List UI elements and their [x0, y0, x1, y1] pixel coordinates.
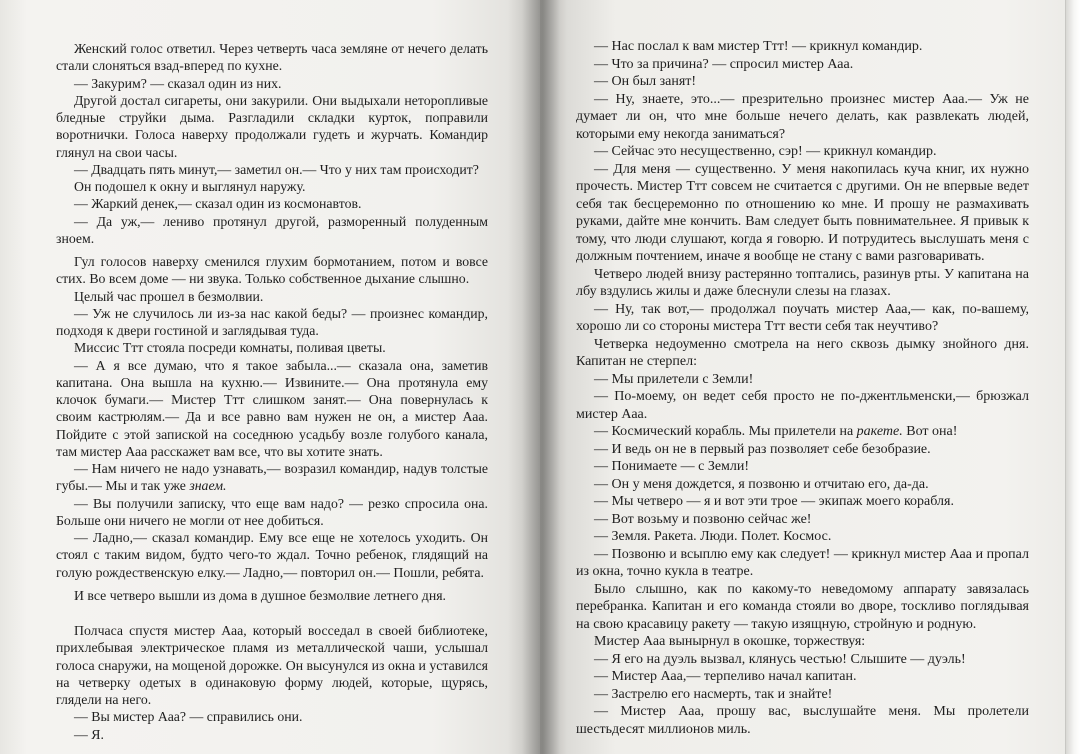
- paragraph: Было слышно, как по какому-то неведомому аппарату завязалась перебранка. Капитан и его команда стояли во дворе, тоскливо поглядывая на свою красавицу ракету — такую изящную, стройную и родную.: [576, 581, 1029, 632]
- right-page-text: [576, 38, 1029, 738]
- right-page: [540, 0, 1080, 754]
- paragraph: Гул голосов наверху сменился глухим бормотанием, потом и вовсе стих. Во всем доме — ни звука. Только собственное дыхание слышно.: [56, 254, 488, 287]
- paragraph: — Я.: [74, 726, 104, 742]
- paragraph: — Ну, знаете, это...— презрительно произнес мистер Ааа.— Уж не думает ли он, что мне больше нечего делать, как развлекать людей, которыми ему некогда заниматься?: [576, 91, 1029, 142]
- paragraph: — Мы четверо — я и вот эти трое — экипаж моего корабля.: [594, 494, 954, 509]
- paragraph-text: — Нам ничего не надо узнавать,— возразил командир, надув толстые губы.— Мы и так уже: [56, 461, 488, 494]
- paragraph: — Что за причина? — спросил мистер Ааа.: [594, 56, 854, 72]
- paragraph: Он подошел к окну и выглянул наружу.: [74, 179, 306, 194]
- paragraph: — Мы прилетели с Земли!: [594, 371, 754, 387]
- paragraph: — Сейчас это несущественно, сэр! — крикнул командир.: [594, 144, 937, 159]
- page-edge: [1065, 0, 1080, 754]
- paragraph: — Жаркий денек,— сказал один из космонавтов.: [74, 196, 362, 212]
- paragraph: — Он у меня дождется, я позвоню и отчитаю его, да-да.: [594, 476, 929, 492]
- paragraph: — А я все думаю, что я такое забыла...— сказала она, заметив капитана. Она вышла на кухню.— Извините.— Она протянула ему клочок бумаги.— Мистер Ттт слишком занят.— Она повернулась к своим кастрюлям.— Да и все равно вам нужен не он, а мистер Ааа. Пойдите с этой запиской на соседнюю усадьбу возле голубого канала, там мистер Ааа расскажет вам все, что вы хотите знать.: [56, 357, 488, 459]
- paragraph: — Вот возьму и позвоню сейчас же!: [594, 511, 812, 527]
- paragraph: — Земля. Ракета. Люди. Полет. Космос.: [594, 529, 832, 544]
- paragraph: Четверка недоуменно смотрела на него сквозь дымку знойного дня. Капитан не стерпел:: [576, 336, 1029, 369]
- paragraph: — Мистер Ааа, прошу вас, выслушайте меня. Мы пролетели шестьдесят миллионов миль.: [576, 704, 1029, 737]
- paragraph: Женский голос ответил. Через четверть часа земляне от нечего делать стали слоняться взад-вперед по кухне.: [56, 41, 488, 74]
- paragraph: — Ну, так вот,— продолжал поучать мистер Ааа,— как, по-вашему, хорошо ли со стороны мистера Ттт вести себя так неучтиво?: [576, 301, 1029, 334]
- paragraph: — Застрелю его насмерть, так и знайте!: [594, 686, 833, 702]
- paragraph: — Нас послал к вам мистер Ттт! — крикнул командир.: [594, 39, 923, 54]
- paragraph: Четверо людей внизу растерянно топтались, разинув рты. У капитана на лбу вздулись жилы и даже блеснули слезы на глазах.: [576, 266, 1029, 299]
- paragraph: — Понимаете — с Земли!: [594, 459, 750, 474]
- paragraph-text: Вот она!: [906, 424, 958, 439]
- paragraph: — Уж не случилось ли из-за нас какой беды? — произнес командир, подходя к двери гостиной и заглядывая туда.: [56, 305, 488, 338]
- paragraph-text: — Космический корабль. Мы прилетели на: [594, 424, 854, 439]
- paragraph: — Да уж,— лениво протянул другой, разморенный полуденным зноем.: [56, 213, 488, 246]
- paragraph: И все четверо вышли из дома в душное безмолвие летнего дня.: [74, 587, 447, 603]
- paragraph: [56, 460, 488, 495]
- paragraph: Целый час прошел в безмолвии.: [74, 288, 264, 304]
- paragraph: Полчаса спустя мистер Ааа, который восседал в своей библиотеке, прихлебывая электрическое пламя из металлической чаши, услышал голоса снаружи, на мощеной дорожке. Он высунулся из окна и уставился на четверку одетых в одинаковую форму людей, которые, щурясь, глядели на него.: [56, 623, 488, 707]
- left-page-text: [56, 40, 488, 743]
- paragraph: — Для меня — существенно. У меня накопилась куча книг, их нужно прочесть. Мистер Ттт совсем не считается с другими. Он не впервые ведет себя так бесцеремонно по отношению ко мне. И прошу не размахивать руками, дайте мне кончить. Вам следует быть повнимательнее. Я привык к тому, что люди слушают, когда я говорю. И потрудитесь выслушать меня с должным почтением, иначе я вообще не стану с вами разговаривать.: [576, 161, 1029, 264]
- paragraph: — Позвоню и всыплю ему как следует! — крикнул мистер Ааа и пропал из окна, точно кукла в театре.: [576, 546, 1029, 579]
- emphasis: знаем.: [189, 478, 227, 494]
- paragraph: [576, 423, 1029, 441]
- paragraph: — Мистер Ааа,— терпеливо начал капитан.: [594, 669, 857, 684]
- paragraph: — Он был занят!: [594, 74, 697, 89]
- paragraph: — Двадцать пять минут,— заметил он.— Что у них там происходит?: [74, 161, 479, 177]
- paragraph: — Вы мистер Ааа? — справились они.: [74, 709, 303, 725]
- paragraph: — По-моему, он ведет себя просто не по-джентльменски,— брюзжал мистер Ааа.: [576, 389, 1029, 422]
- paragraph: — Вы получили записку, что еще вам надо? — резко спросила она. Больше они ничего не могли от нее добиться.: [56, 495, 488, 528]
- paragraph: Мистер Ааа вынырнул в окошке, торжествуя:: [594, 634, 866, 649]
- paragraph: — И ведь он не в первый раз позволяет себе безобразие.: [594, 441, 931, 457]
- paragraph: — Я его на дуэль вызвал, клянусь честью! Слышите — дуэль!: [594, 651, 966, 667]
- paragraph: — Ладно,— сказал командир. Ему все еще не хотелось уходить. Он стоял с таким видом, будто чего-то ждал. Точно ребенок, глядящий на голую рождественскую елку.— Ладно,— повторил он.— Пошли, ребята.: [56, 530, 488, 580]
- paragraph: Миссис Ттт стояла посреди комнаты, поливая цветы.: [74, 340, 386, 356]
- emphasis: ракете.: [856, 424, 903, 439]
- paragraph: — Закурим? — сказал один из них.: [74, 75, 282, 91]
- paragraph: Другой достал сигареты, они закурили. Они выдыхали неторопливые бледные струйки дыма. Разгладили складки курток, поправили воротнички. Голоса наверху продолжали гудеть и журчать. Командир глянул на свои часы.: [56, 92, 488, 160]
